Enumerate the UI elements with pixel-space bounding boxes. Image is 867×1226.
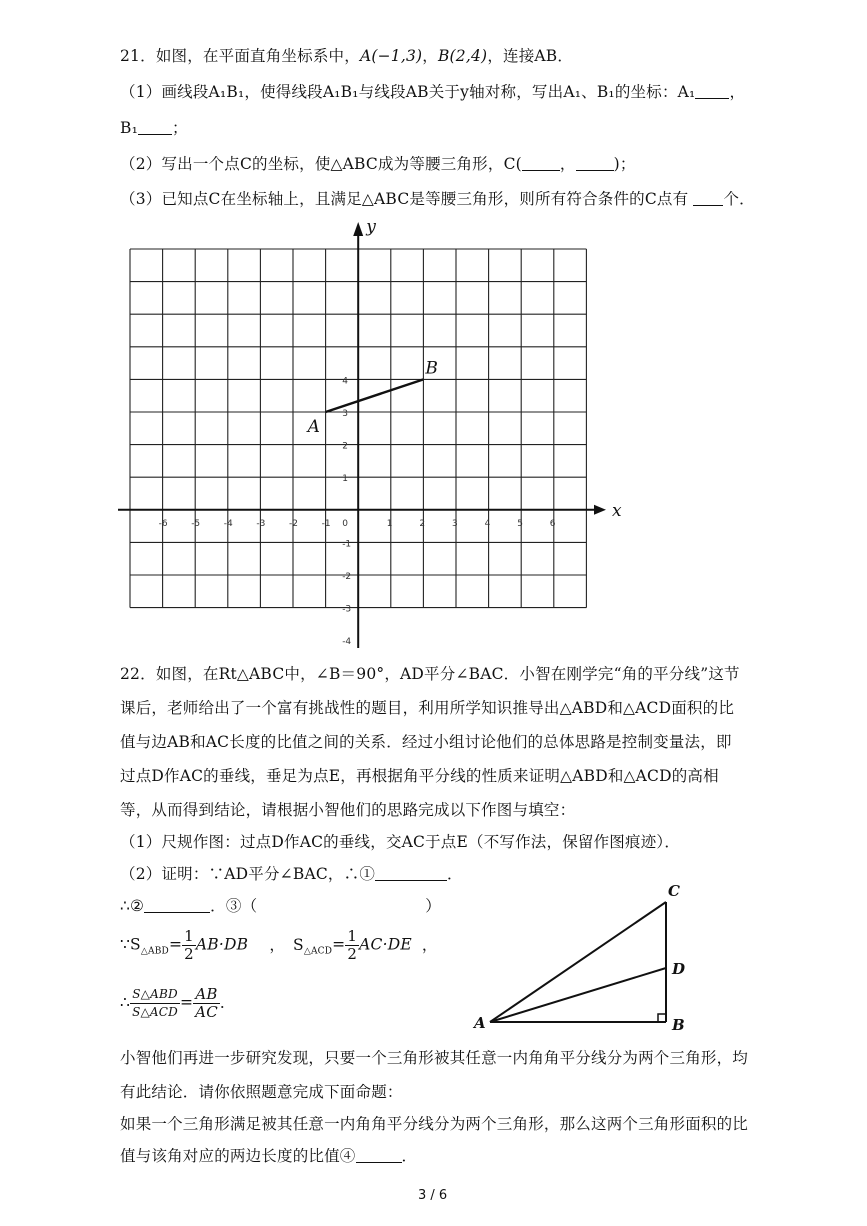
segment-ab-line [326,379,424,412]
y-tick-label: -1 [342,539,352,550]
q22-line2: 课后，老师给出了一个富有挑战性的题目，利用所学知识推导出△ABD和△ACD面积的比 [120,699,735,717]
y-tick-label: -3 [342,604,352,615]
side-ac [490,902,666,1022]
y-tick-label: 3 [342,409,348,419]
q22-line3: 值与边AB和AC长度的比值之间的关系．经过小组讨论他们的总体思路是控制变量法，即 [120,733,732,751]
answer-blank-cx[interactable] [522,154,560,171]
label-a: A [474,1014,486,1032]
ratio-conclusion: ∴ $\frac{\text{S△ABD}}{\text{S△ACD}}$ = $\frac{AB}{AC}$ ． [120,985,236,1021]
q22-line5: 等，从而得到结论，请根据小智他们的思路完成以下作图与填空： [120,801,576,819]
answer-blank-2[interactable] [144,896,210,913]
answer-blank-a1[interactable] [695,82,729,99]
y-tick-label: -2 [342,572,352,582]
point-a-label: A [307,417,320,437]
answer-blank-b1[interactable] [138,118,172,135]
x-axis-label: x [612,500,622,521]
y-tick-label: -4 [342,637,352,648]
q21-part2: （2）写出一个点C的坐标，使△ABC成为等腰三角形，C( ， )； [120,155,636,173]
q22-part2: （2）证明：∵AD平分∠BAC，∴① ． [120,865,463,883]
coordinate-grid [110,214,630,650]
label-b: B [672,1016,685,1034]
x-tick-label: -5 [191,518,201,529]
side-ratio-fraction: $\frac{AB}{AC}$ [195,985,218,1021]
y-axis-arrow [353,222,363,236]
q22-line4: 过点D作AC的垂线，垂足为点E，再根据角平分线的性质来证明△ABD和△ACD的高相 [120,767,719,785]
label-c: C [668,882,680,900]
x-tick-label: 2 [419,518,426,529]
x-tick-label: 1 [386,518,393,529]
y-tick-label: 1 [342,474,348,485]
page-number: 3 / 6 [418,1188,448,1203]
area-ratio-fraction: $\frac{\text{S△ABD}}{\text{S△ACD}}$ [132,987,178,1019]
y-axis-label: y [366,217,376,237]
x-tick-label: 4 [484,518,491,529]
origin-label: 0 [342,518,348,529]
q21-stem: 21．如图，在平面直角坐标系中，A(−1,3)，B(2,4)，连接AB． [120,47,574,65]
q22-conclusion-1: 小智他们再进一步研究发现，只要一个三角形被其任意一内角角平分线分为两个三角形，均 [120,1049,749,1067]
x-tick-label: -4 [223,518,233,529]
x-tick-label: -1 [321,518,331,529]
x-tick-label: -2 [289,518,298,529]
q22-line1: 22．如图，在Rt△ABC中，∠B＝90°，AD平分∠BAC．小智在刚学完“角的平分线”这节 [120,665,740,683]
area-formulas: $\because S_{\triangle ABD}=$ $\frac{1}{2}$ AB·DB ， $S_{\triangle ACD}=$ $\frac{1}{2}$ AC·DE ， [120,927,438,963]
half-fraction: $\frac{1}{2}$ [184,927,194,963]
x-tick-label: 3 [452,518,458,529]
label-d: D [672,960,686,978]
q22-part3: ∴② ．③（ ） [120,897,441,915]
q22-conclusion-2: 有此结论．请你依照题意完成下面命题： [120,1083,403,1101]
bisector-ad [490,968,666,1022]
half-fraction-2: $\frac{1}{2}$ [347,927,358,963]
y-tick-label: 2 [342,441,348,452]
answer-blank-count[interactable] [693,189,723,206]
q21-part3: （3）已知点C在坐标轴上，且满足△ABC是等腰三角形，则所有符合条件的C点有 个． [120,190,755,208]
answer-blank-4[interactable] [356,1146,402,1163]
x-tick-label: -3 [256,518,266,529]
x-tick-label: 6 [549,518,556,529]
q22-part1: （1）尺规作图：过点D作AC的垂线，交AC于点E（不写作法，保留作图痕迹）． [120,833,681,851]
x-axis-arrow [594,505,606,515]
right-angle-mark [658,1014,666,1022]
answer-blank-1[interactable] [375,864,447,881]
q22-conclusion-4: 值与该角对应的两边长度的比值④ ． [120,1147,418,1165]
answer-blank-cy[interactable] [576,154,614,171]
q21-part1: （1）画线段A₁B₁，使得线段A₁B₁与线段AB关于y轴对称，写出A₁、B₁的坐标：A₁ ， [120,83,746,101]
q22-conclusion-3: 如果一个三角形满足被其任意一内角角平分线分为两个三角形，那么这两个三角形面积的比 [120,1115,749,1133]
x-tick-label: -6 [158,518,168,529]
q21-part1-b1: B₁ ； [120,119,188,137]
y-tick-label: 4 [342,376,348,387]
x-tick-label: 5 [517,518,523,529]
triangle-figure [470,878,700,1038]
point-b-label: B [425,358,438,379]
